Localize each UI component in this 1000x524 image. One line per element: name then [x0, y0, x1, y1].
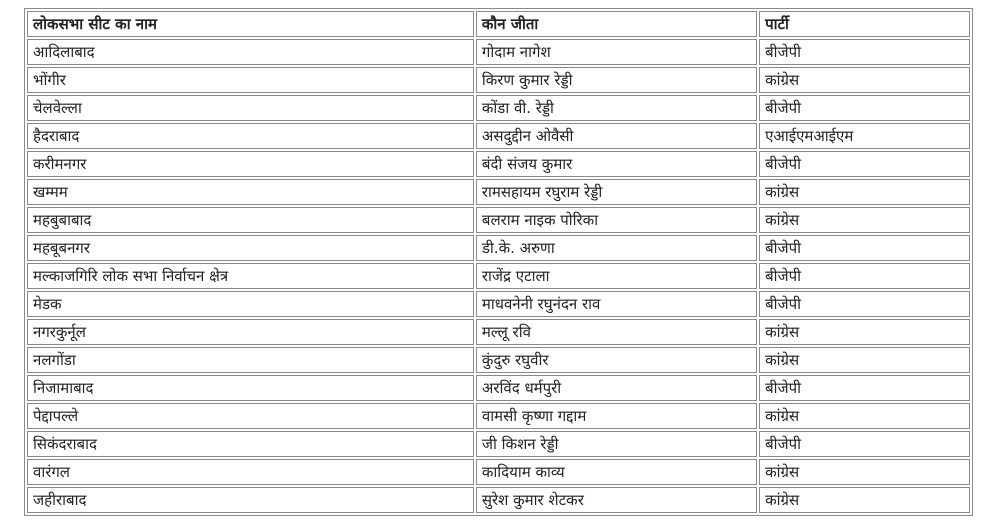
cell-winner: किरण कुमार रेड्डी	[476, 67, 757, 93]
cell-winner: कादियाम काव्य	[476, 459, 757, 485]
table-row	[27, 179, 970, 205]
table-row	[27, 235, 970, 261]
table-row	[27, 291, 970, 317]
cell-seat-name: मेडक	[27, 291, 474, 317]
cell-seat-name: करीमनगर	[27, 151, 474, 177]
table-row	[27, 403, 970, 429]
cell-winner: माधवनेनी रघुनंदन राव	[476, 291, 757, 317]
cell-party: बीजेपी	[759, 95, 970, 121]
cell-seat-name: नगरकुर्नूल	[27, 319, 474, 345]
cell-party: बीजेपी	[759, 375, 970, 401]
cell-seat-name: निजामाबाद	[27, 375, 474, 401]
cell-seat-name: महबूबनगर	[27, 235, 474, 261]
cell-winner: डी.के. अरुणा	[476, 235, 757, 261]
cell-seat-name: महबुबाबाद	[27, 207, 474, 233]
cell-winner: मल्लू रवि	[476, 319, 757, 345]
table-row	[27, 431, 970, 457]
header-party: पार्टी	[759, 11, 970, 37]
header-seat-name: लोकसभा सीट का नाम	[27, 11, 474, 37]
table-row	[27, 319, 970, 345]
table-row	[27, 67, 970, 93]
cell-winner: वामसी कृष्णा गद्दाम	[476, 403, 757, 429]
table-row	[27, 95, 970, 121]
cell-seat-name: मल्काजगिरि लोक सभा निर्वाचन क्षेत्र	[27, 263, 474, 289]
table-row	[27, 123, 970, 149]
election-results-table	[24, 8, 973, 516]
cell-winner: गोदाम नागेश	[476, 39, 757, 65]
cell-party: कांग्रेस	[759, 67, 970, 93]
cell-winner: जी किशन रेड्डी	[476, 431, 757, 457]
table-row	[27, 151, 970, 177]
table-row	[27, 459, 970, 485]
cell-winner: सुरेश कुमार शेटकर	[476, 487, 757, 513]
cell-winner: राजेंद्र एटाला	[476, 263, 757, 289]
table-row	[27, 347, 970, 373]
cell-party: कांग्रेस	[759, 403, 970, 429]
cell-seat-name: आदिलाबाद	[27, 39, 474, 65]
cell-party: बीजेपी	[759, 431, 970, 457]
table-row	[27, 39, 970, 65]
table-body	[27, 39, 970, 513]
cell-seat-name: जहीराबाद	[27, 487, 474, 513]
cell-seat-name: पेद्दापल्ले	[27, 403, 474, 429]
cell-seat-name: हैदराबाद	[27, 123, 474, 149]
table-row	[27, 375, 970, 401]
cell-winner: असदुद्दीन ओवैसी	[476, 123, 757, 149]
cell-party: बीजेपी	[759, 235, 970, 261]
header-winner: कौन जीता	[476, 11, 757, 37]
table-row	[27, 487, 970, 513]
cell-party: कांग्रेस	[759, 319, 970, 345]
cell-winner: कोंडा वी. रेड्डी	[476, 95, 757, 121]
cell-seat-name: नलगोंडा	[27, 347, 474, 373]
cell-seat-name: वारंगल	[27, 459, 474, 485]
cell-party: बीजेपी	[759, 39, 970, 65]
cell-party: कांग्रेस	[759, 459, 970, 485]
cell-seat-name: चेलवेल्ला	[27, 95, 474, 121]
table-row	[27, 207, 970, 233]
cell-winner: बंदी संजय कुमार	[476, 151, 757, 177]
results-table-container	[24, 8, 973, 516]
cell-party: बीजेपी	[759, 263, 970, 289]
cell-winner: रामसहायम रघुराम रेड्डी	[476, 179, 757, 205]
table-row	[27, 263, 970, 289]
cell-party: कांग्रेस	[759, 179, 970, 205]
cell-party: बीजेपी	[759, 291, 970, 317]
cell-party: कांग्रेस	[759, 347, 970, 373]
cell-seat-name: खम्मम	[27, 179, 474, 205]
cell-party: कांग्रेस	[759, 207, 970, 233]
table-header-row	[27, 11, 970, 37]
cell-party: बीजेपी	[759, 151, 970, 177]
cell-seat-name: सिकंदराबाद	[27, 431, 474, 457]
cell-party: कांग्रेस	[759, 487, 970, 513]
cell-winner: अरविंद धर्मपुरी	[476, 375, 757, 401]
cell-party: एआईएमआईएम	[759, 123, 970, 149]
cell-winner: कुंदुरु रघुवीर	[476, 347, 757, 373]
cell-winner: बलराम नाइक पोरिका	[476, 207, 757, 233]
cell-seat-name: भोंगीर	[27, 67, 474, 93]
